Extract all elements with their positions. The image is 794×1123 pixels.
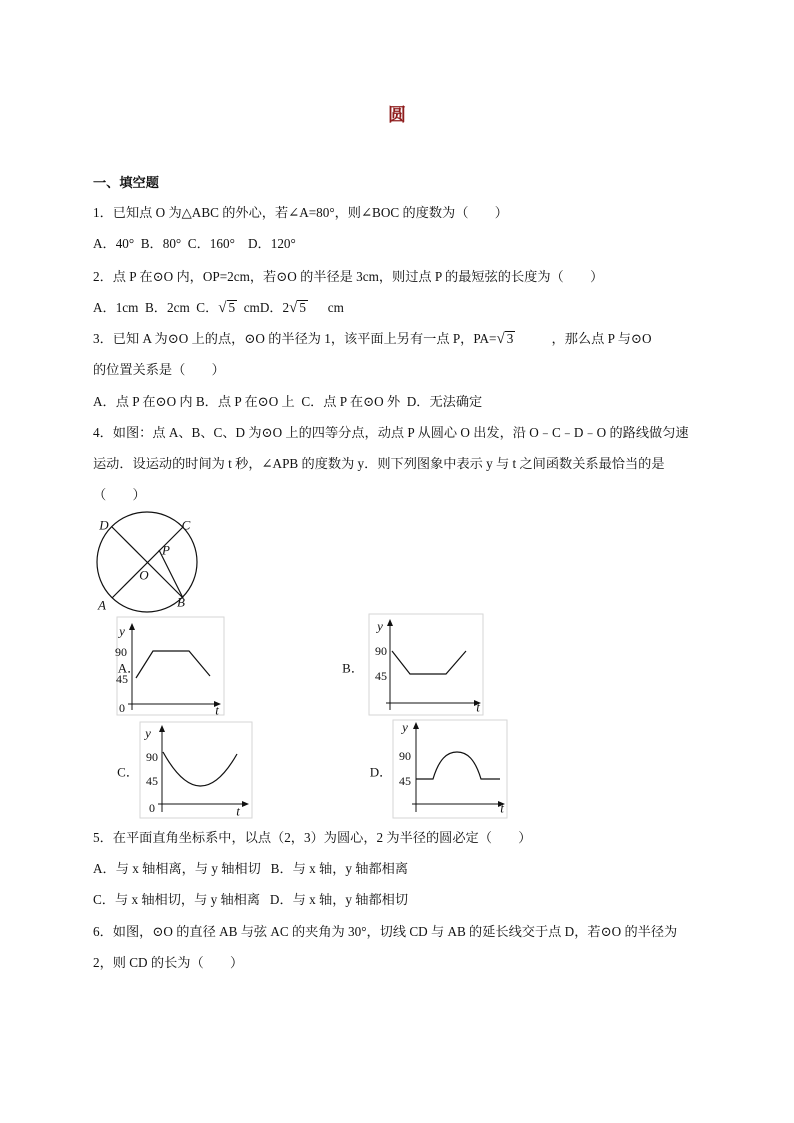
graph-d-curve — [416, 752, 500, 779]
q1-options: A．40° B．80° C．160° D．120° — [93, 236, 296, 251]
graph-a-tick-45: 45 — [116, 672, 128, 686]
graph-c-tick-45: 45 — [146, 774, 158, 788]
q4-stem-line3: （ ） — [93, 487, 146, 502]
q3-options: A．点 P 在⊙O 内 B．点 P 在⊙O 上 C．点 P 在⊙O 外 D．无法确定 — [93, 394, 483, 409]
q5-stem: 5．在平面直角坐标系中，以点（2，3）为圆心，2 为半径的圆必定（ ） — [93, 830, 532, 845]
graph-d-frame — [393, 720, 507, 818]
graph-c-option-label: C． — [117, 764, 139, 780]
q3-radicand: 3 — [506, 331, 514, 346]
q2-option-c-radicand: 5 — [228, 300, 236, 315]
graph-a-y-label: y — [119, 623, 125, 639]
graph-option-b — [342, 614, 483, 715]
section-heading: 一、填空题 — [93, 175, 159, 190]
graph-c-tick-90: 90 — [146, 750, 158, 764]
graph-option-a — [115, 617, 224, 718]
graph-b-x-label: t — [476, 699, 480, 715]
label-o: O — [139, 567, 149, 583]
label-p: P — [162, 542, 170, 558]
graph-d-y-label: y — [402, 719, 408, 735]
q4-stem-line2: 运动．设运动的时间为 t 秒，∠APB 的度数为 y．则下列图象中表示 y 与 t 之间函数关系最恰当的是 — [93, 456, 665, 471]
q6-stem-line1: 6．如图，⊙O 的直径 AB 与弦 AC 的夹角为 30°，切线 CD 与 AB 的延长线交于点 D，若⊙O 的半径为 — [93, 924, 678, 939]
q4-circle-figure — [97, 512, 197, 613]
q1-stem: 1．已知点 O 为△ABC 的外心，若∠A=80°，则∠BOC 的度数为（ ） — [93, 205, 508, 220]
q2-options-part3: cm — [307, 300, 344, 315]
graph-b-y-label: y — [377, 618, 383, 634]
graph-b-tick-45: 45 — [375, 669, 387, 683]
q2-options-part2: cmD．2 — [237, 300, 290, 315]
graph-option-c — [117, 722, 252, 819]
label-b: B — [177, 594, 185, 610]
sqrt-sign: √ — [496, 331, 505, 347]
q2-options-part1: A．1cm B．2cm C． — [93, 300, 219, 315]
sqrt-sign: √ — [289, 300, 298, 316]
graph-c-x-label: t — [236, 803, 240, 819]
graph-a-option-label: A． — [117, 660, 141, 676]
graph-a-x-label: t — [215, 702, 219, 718]
sqrt-sign: √ — [218, 300, 227, 316]
graph-a-curve — [136, 651, 210, 678]
graph-c-y-label: y — [145, 725, 151, 741]
graph-a-origin-label: 0 — [119, 701, 125, 715]
graph-c-origin-label: 0 — [149, 801, 155, 815]
q5-options-line1: A．与 x 轴相离，与 y 轴相切 B．与 x 轴，y 轴都相离 — [93, 861, 409, 876]
q3-stem-part1: 3．已知 A 为⊙O 上的点，⊙O 的半径为 1，该平面上另有一点 P，PA= — [93, 331, 497, 346]
graph-b-option-label: B． — [342, 660, 364, 676]
q2-option-d-radicand: 5 — [299, 300, 306, 315]
label-c: C — [181, 517, 191, 533]
graph-a-tick-90: 90 — [115, 645, 127, 659]
q4-stem-line1: 4．如图：点 A、B、C、D 为⊙O 上的四等分点，动点 P 从圆心 O 出发，沿 O﹣C﹣D﹣O 的路线做匀速 — [93, 425, 689, 440]
graph-d-tick-90: 90 — [399, 749, 411, 763]
graph-d-x-label: t — [500, 800, 504, 816]
label-d: D — [99, 517, 109, 533]
q3-stem-line2: 的位置关系是（ ） — [93, 362, 225, 377]
graph-d-tick-45: 45 — [399, 774, 411, 788]
graph-b-curve — [392, 651, 466, 674]
q3-stem-part2: ，那么点 P 与⊙O — [515, 331, 652, 346]
q6-stem-line2: 2，则 CD 的长为（ ） — [93, 955, 244, 970]
q2-stem: 2．点 P 在⊙O 内，OP=2cm，若⊙O 的半径是 3cm，则过点 P 的最短弦的长度为（ ） — [93, 269, 604, 284]
graph-b-frame — [369, 614, 483, 715]
q5-options-line2: C．与 x 轴相切，与 y 轴相离 D．与 x 轴，y 轴都相切 — [93, 892, 409, 907]
graph-option-d — [370, 720, 507, 819]
label-a: A — [98, 597, 106, 613]
page-title: 圆 — [388, 105, 406, 125]
graph-d-option-label: D． — [369, 764, 393, 780]
graph-c-curve — [163, 752, 237, 786]
graph-b-tick-90: 90 — [375, 644, 387, 658]
